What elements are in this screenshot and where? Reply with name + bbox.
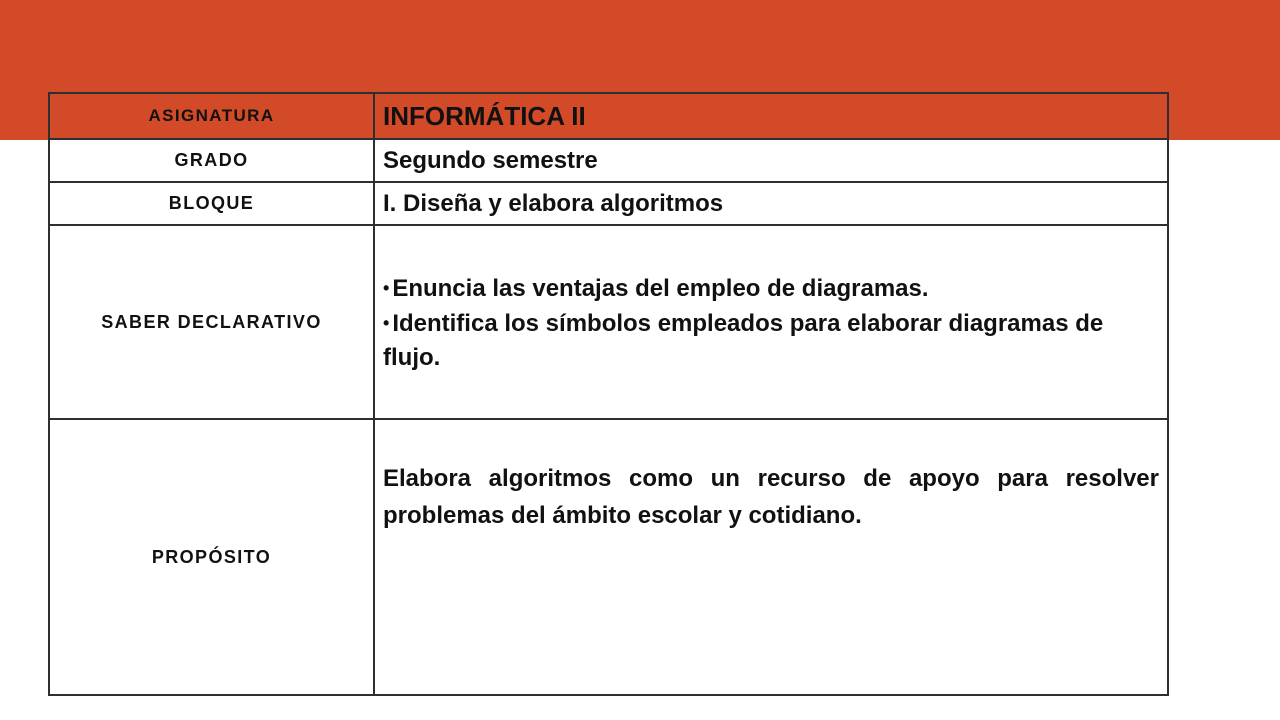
bloque-label: BLOQUE bbox=[49, 182, 374, 225]
proposito-label: PROPÓSITO bbox=[49, 419, 374, 695]
course-info-table bbox=[48, 92, 1169, 696]
saber-item-text: Identifica los símbolos empleados para elaborar diagramas de flujo. bbox=[383, 310, 1104, 371]
asignatura-label: ASIGNATURA bbox=[49, 93, 374, 139]
proposito-value: Elabora algoritmos como un recurso de apoyo para resolver problemas del ámbito escolar y cotidiano. bbox=[374, 419, 1168, 695]
bullet-icon: • bbox=[383, 313, 390, 333]
asignatura-value: INFORMÁTICA II bbox=[374, 93, 1168, 139]
saber-declarativo-value bbox=[374, 225, 1168, 419]
table-row-asignatura bbox=[49, 93, 1168, 139]
grado-label: GRADO bbox=[49, 139, 374, 182]
saber-declarativo-list bbox=[383, 271, 1159, 375]
saber-item-text: Enuncia las ventajas del empleo de diagramas. bbox=[392, 275, 929, 302]
table-row-grado bbox=[49, 139, 1168, 182]
bullet-icon: • bbox=[383, 278, 390, 298]
list-item bbox=[383, 306, 1159, 375]
saber-declarativo-label: SABER DECLARATIVO bbox=[49, 225, 374, 419]
table-row-bloque bbox=[49, 182, 1168, 225]
table-row-proposito bbox=[49, 419, 1168, 695]
table-row-saber-declarativo bbox=[49, 225, 1168, 419]
list-item bbox=[383, 271, 1159, 306]
grado-value: Segundo semestre bbox=[374, 139, 1168, 182]
bloque-value: I. Diseña y elabora algoritmos bbox=[374, 182, 1168, 225]
